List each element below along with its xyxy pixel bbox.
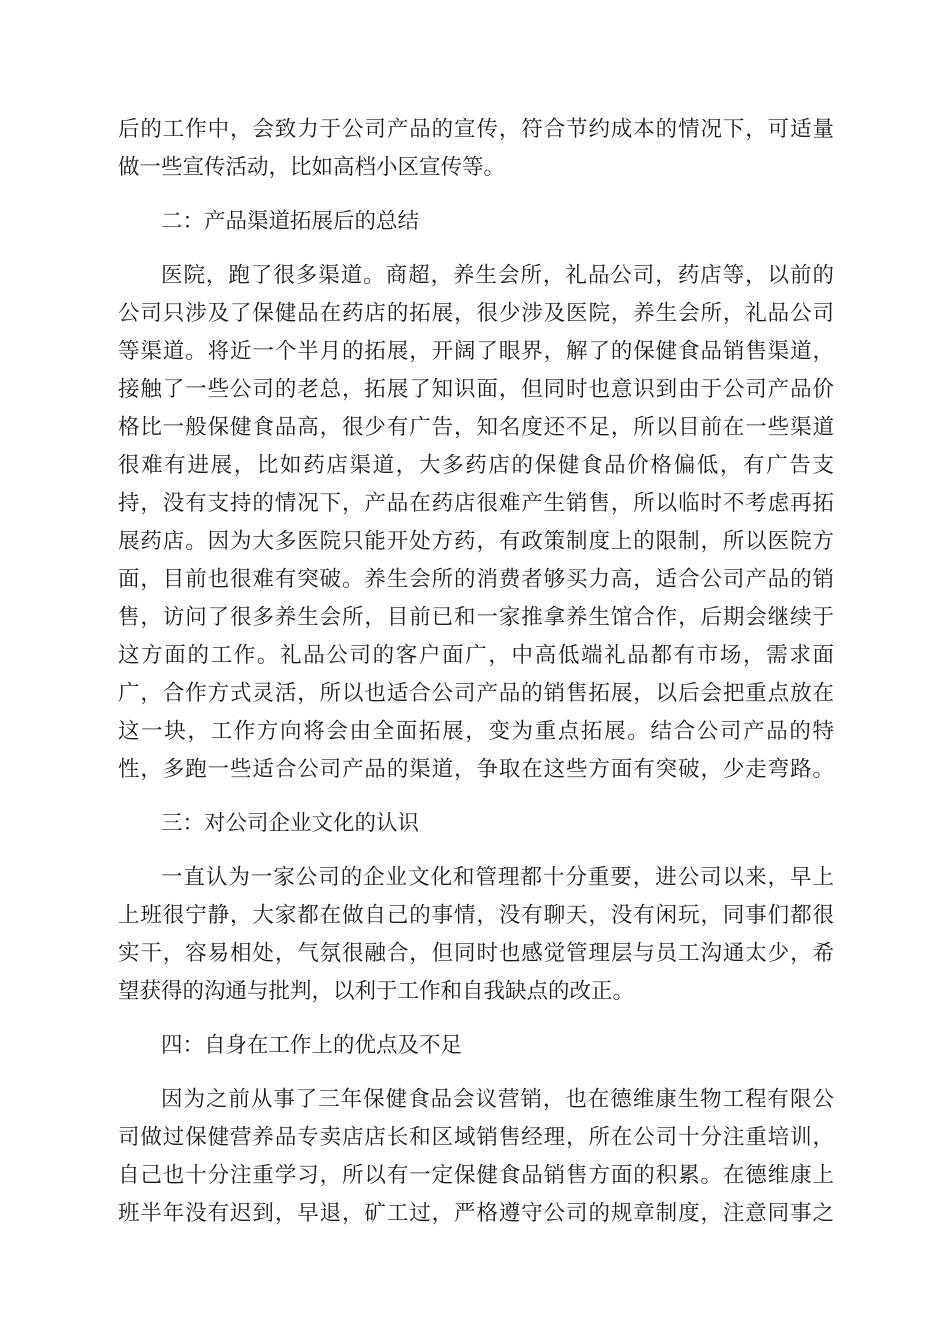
paragraph-2-line-1: 医院，跑了很多渠道。商超，养生会所，礼品公司，药店等，以前的 <box>161 263 834 288</box>
paragraph-2-line-6: 很难有进展，比如药店渠道，大多药店的保健食品价格偏低，有广告支 <box>118 453 834 478</box>
paragraph-2-line-3: 等渠道。将近一个半月的拓展，开阔了眼界，解了的保健食品销售渠道， <box>118 339 834 364</box>
paragraph-2-line-5: 格比一般保健食品高，很少有广告，知名度还不足，所以目前在一些渠道 <box>118 415 834 440</box>
paragraph-2-line-9: 面，目前也很难有突破。养生会所的消费者够买力高，适合公司产品的销 <box>118 567 834 592</box>
paragraph-4-line-4: 班半年没有迟到，早退，矿工过，严格遵守公司的规章制度，注意同事之 <box>118 1201 834 1226</box>
paragraph-3-line-1: 一直认为一家公司的企业文化和管理都十分重要，进公司以来，早上 <box>161 865 834 890</box>
paragraph-2-line-2: 公司只涉及了保健品在药店的拓展，很少涉及医院，养生会所，礼品公司 <box>118 301 834 326</box>
paragraph-4-line-3: 自己也十分注重学习，所以有一定保健食品销售方面的积累。在德维康上 <box>118 1163 834 1188</box>
section-heading-2: 二：产品渠道拓展后的总结 <box>161 209 420 234</box>
paragraph-3-line-2: 上班很宁静，大家都在做自己的事情，没有聊天，没有闲玩，同事们都很 <box>118 903 834 928</box>
paragraph-2-line-13: 这一块，工作方向将会由全面拓展，变为重点拓展。结合公司产品的特 <box>118 719 834 744</box>
paragraph-3-line-3: 实干，容易相处，气氛很融合，但同时也感觉管理层与员工沟通太少，希 <box>118 941 834 966</box>
paragraph-2-line-12: 广，合作方式灵活，所以也适合公司产品的销售拓展，以后会把重点放在 <box>118 681 834 706</box>
paragraph-4-line-1: 因为之前从事了三年保健食品会议营销，也在德维康生物工程有限公 <box>161 1087 834 1112</box>
paragraph-2-line-4: 接触了一些公司的老总，拓展了知识面，但同时也意识到由于公司产品价 <box>118 377 834 402</box>
section-heading-3: 三：对公司企业文化的认识 <box>161 811 420 836</box>
paragraph-2-line-14: 性，多跑一些适合公司产品的渠道，争取在这些方面有突破，少走弯路。 <box>118 757 834 782</box>
paragraph-1-line-2: 做一些宣传活动，比如高档小区宣传等。 <box>118 155 506 180</box>
paragraph-2-line-8: 展药店。因为大多医院只能开处方药，有政策制度上的限制，所以医院方 <box>118 529 834 554</box>
paragraph-1-line-1: 后的工作中，会致力于公司产品的宣传，符合节约成本的情况下，可适量 <box>118 117 834 142</box>
paragraph-2-line-11: 这方面的工作。礼品公司的客户面广，中高低端礼品都有市场，需求面 <box>118 643 834 668</box>
paragraph-2-line-10: 售，访问了很多养生会所，目前已和一家推拿养生馆合作，后期会继续于 <box>118 605 834 630</box>
paragraph-3-line-4: 望获得的沟通与批判，以利于工作和自我缺点的改正。 <box>118 979 635 1004</box>
paragraph-2-line-7: 持，没有支持的情况下，产品在药店很难产生销售，所以临时不考虑再拓 <box>118 491 834 516</box>
paragraph-4-line-2: 司做过保健营养品专卖店店长和区域销售经理，所在公司十分注重培训， <box>118 1125 834 1150</box>
section-heading-4: 四：自身在工作上的优点及不足 <box>161 1033 463 1058</box>
